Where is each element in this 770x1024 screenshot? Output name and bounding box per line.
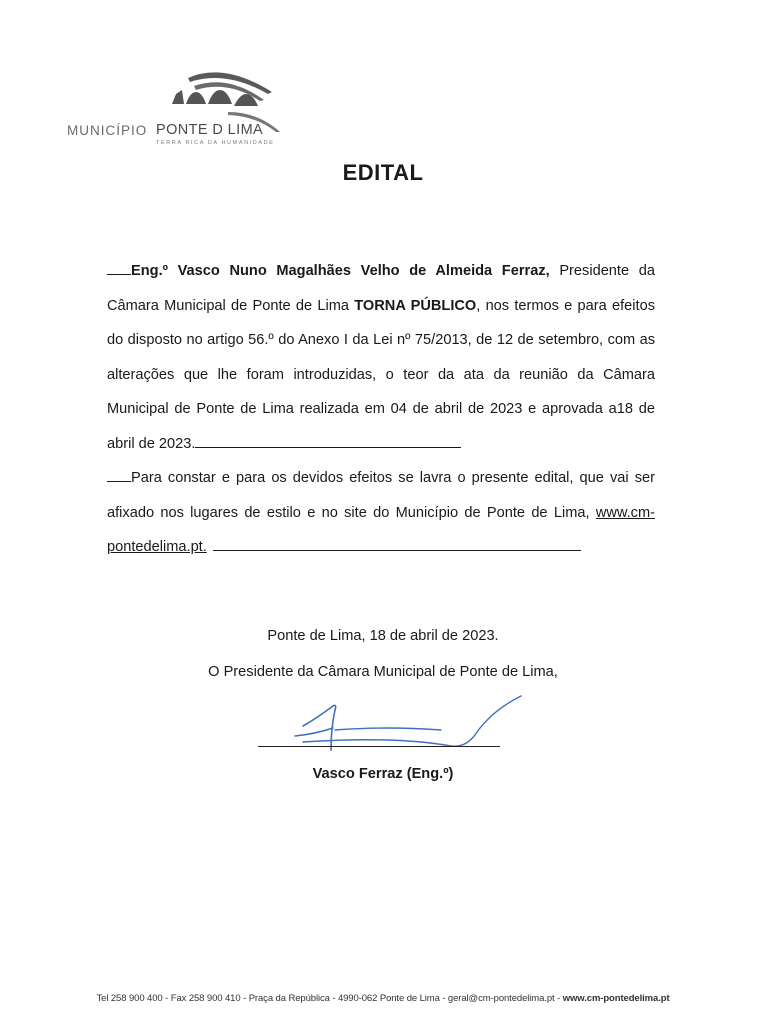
municipio-label: MUNICÍPIO <box>67 123 148 138</box>
place-and-date: Ponte de Lima, 18 de abril de 2023. <box>267 628 499 644</box>
signature-line <box>258 746 500 747</box>
footer-contact-text: Tel 258 900 400 - Fax 258 900 410 - Praça da República - 4990-062 Ponte de Lima - geral@cm-pontedelima.pt - <box>96 993 563 1004</box>
announcement-text-a: Presidente da Câmara Municipal de Ponte de Lima <box>107 263 655 314</box>
announcement-text-b: , nos termos e para efeitos do disposto no artigo 56.º do Anexo I da Lei nº 75/2013, de 12 de setembro, com as alterações que lhe foram introduzidas, o teor da ata da reunião da Câmara Municipal de Ponte de Lima realizada em 04 de abril de 2023 e aprovada a18 de abril de 2023. <box>107 297 655 452</box>
municipality-tagline: TERRA RICA DA HUMANIDADE <box>156 140 275 146</box>
paragraph-announcement <box>107 254 655 461</box>
blank-line <box>107 469 131 482</box>
signatory-name: Eng.º Vasco Nuno Magalhães Velho de Almeida Ferraz, <box>131 263 550 279</box>
document-title: EDITAL <box>342 160 424 185</box>
paragraph-posting <box>107 461 655 565</box>
edital-body <box>107 254 655 565</box>
footer-website[interactable]: www.cm-pontedelima.pt <box>562 993 670 1004</box>
blank-line <box>195 435 461 448</box>
blank-line <box>107 262 131 275</box>
signature-icon <box>255 688 530 758</box>
website-link[interactable]: www.cm-pontedelima.pt. <box>107 504 655 555</box>
municipal-logo <box>64 64 304 154</box>
torna-publico: TORNA PÚBLICO <box>354 297 477 314</box>
posting-text: Para constar e para os devidos efeitos se lavra o presente edital, que vai ser afixado nos lugares de estilo e no site do Município de Ponte de Lima, <box>107 470 655 521</box>
signatory-role: O Presidente da Câmara Municipal de Ponte de Lima, <box>208 664 558 680</box>
signer-name: Vasco Ferraz (Eng.º) <box>312 766 454 782</box>
municipality-name: PONTE D LIMA <box>156 122 264 138</box>
footer-contacts <box>0 993 766 1004</box>
blank-line <box>213 538 581 551</box>
